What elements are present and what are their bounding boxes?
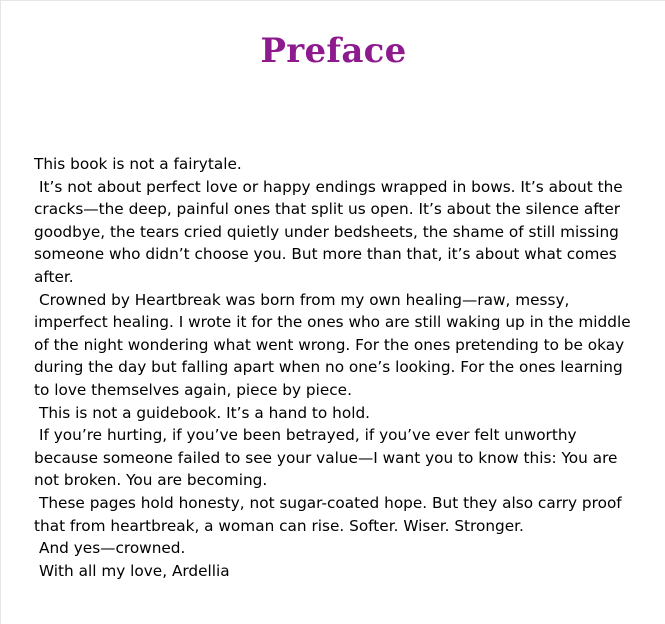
page-title: Preface (260, 31, 407, 71)
signature-line: With all my love, Ardellia (39, 561, 230, 580)
paragraph-honesty: These pages hold honesty, not sugar-coated hope. But they also carry proof that from heartbreak, a woman can rise. Softer. Wiser. Stronger. (34, 493, 622, 535)
paragraph-guidebook: This is not a guidebook. It’s a hand to hold. (39, 403, 371, 422)
paragraph-crowned: And yes—crowned. (39, 539, 186, 558)
paragraph-cracks: It’s not about perfect love or happy endings wrapped in bows. It’s about the cracks—the deep, painful ones that split us open. It’s about the silence after goodbye, the tears cried quietly under bedsheets, the shame of still missing someone who didn’t choose you. But more than that, it’s about what comes after. (34, 177, 623, 286)
paragraph-hurting: If you’re hurting, if you’ve been betrayed, if you’ve ever felt unworthy because someone failed to see your value—I want you to know this: You are not broken. You are becoming. (34, 426, 618, 490)
paragraph-opening: This book is not a fairytale. (34, 155, 242, 173)
paragraph-origin: Crowned by Heartbreak was born from my own healing—raw, messy, imperfect healing. I wrote it for the ones who are still waking up in the middle of the night wondering what went wrong. For the ones pretending to be okay during the day but falling apart when no one’s looking. For the ones learning to love themselves again, piece by piece. (34, 290, 631, 399)
preface-body (34, 153, 634, 582)
